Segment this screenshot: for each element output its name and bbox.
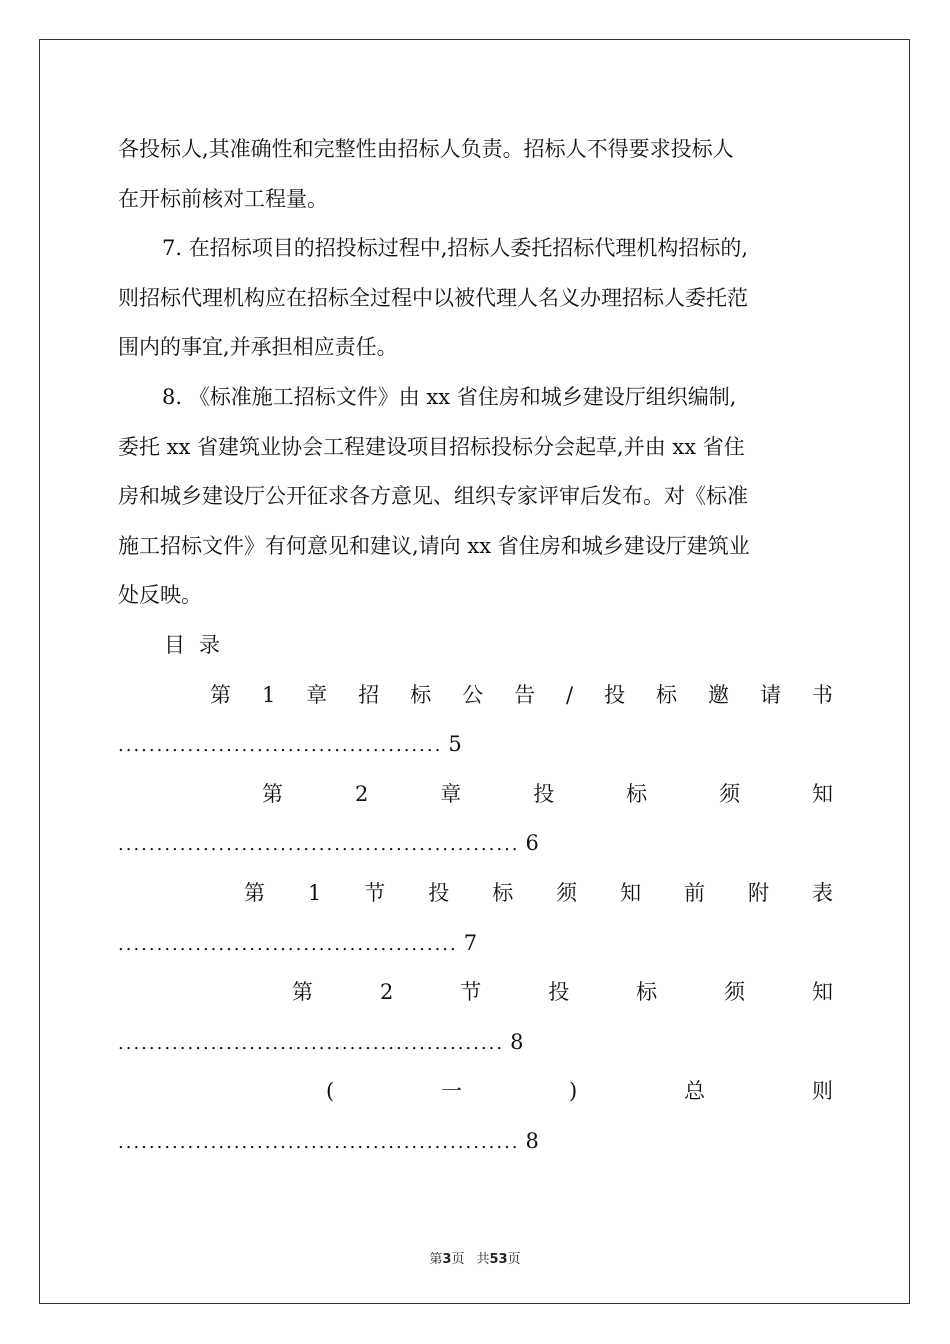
footer-current-page: 3 bbox=[442, 1252, 452, 1267]
toc-token: 须 bbox=[724, 980, 746, 1005]
toc-token: 标 bbox=[410, 682, 432, 707]
toc-entry-heading bbox=[118, 968, 833, 1018]
footer-page-suffix: 页 bbox=[451, 1252, 465, 1267]
footer-prefix: 第 bbox=[429, 1252, 443, 1267]
paragraph-line: 8. 《标准施工招标文件》由 xx 省住房和城乡建设厅组织编制, bbox=[162, 384, 737, 409]
toc-token: 知 bbox=[812, 781, 833, 806]
toc-entry-heading bbox=[118, 869, 833, 919]
toc-token: 总 bbox=[684, 1079, 706, 1104]
toc-token: ( bbox=[326, 1079, 335, 1104]
toc-token: 请 bbox=[759, 682, 781, 707]
toc-token: 1 bbox=[307, 880, 322, 905]
toc-entry-heading bbox=[118, 671, 833, 721]
toc-token: 投 bbox=[428, 880, 450, 905]
toc-token: 投 bbox=[548, 980, 570, 1005]
dot-leader: .................................................... bbox=[118, 834, 520, 856]
toc-token: 则 bbox=[811, 1079, 833, 1104]
toc-leader bbox=[118, 1018, 833, 1068]
toc-token: 2 bbox=[379, 980, 394, 1005]
toc-token: 标 bbox=[626, 781, 648, 806]
toc-token: 书 bbox=[811, 682, 833, 707]
paragraph-line: 处反映。 bbox=[118, 583, 202, 608]
toc-leader bbox=[118, 819, 833, 869]
footer-total-prefix: 共 bbox=[476, 1252, 490, 1267]
toc-token: 标 bbox=[492, 880, 514, 905]
toc-token: 第 bbox=[210, 682, 231, 707]
toc-token: 须 bbox=[719, 781, 741, 806]
toc-token: / bbox=[566, 682, 574, 707]
toc-token: 节 bbox=[460, 980, 482, 1005]
dot-leader: ............................................ bbox=[118, 933, 458, 955]
toc-token: 邀 bbox=[707, 682, 729, 707]
toc-page-number: 7 bbox=[463, 930, 478, 955]
dot-leader: .................................................. bbox=[118, 1032, 505, 1054]
toc-token: 第 bbox=[292, 980, 313, 1005]
toc-token: 公 bbox=[462, 682, 484, 707]
toc-token: ) bbox=[568, 1079, 578, 1104]
toc-page-number: 5 bbox=[448, 732, 462, 757]
paragraph-line: 各投标人,其准确性和完整性由招标人负责。招标人不得要求投标人 bbox=[118, 137, 734, 161]
toc-token: 知 bbox=[620, 880, 642, 905]
footer-total-suffix: 页 bbox=[507, 1252, 521, 1267]
toc-token: 投 bbox=[533, 781, 555, 806]
toc-token: 标 bbox=[636, 980, 658, 1005]
toc-token: 第 bbox=[262, 781, 283, 806]
footer-total-pages: 53 bbox=[489, 1252, 508, 1267]
paragraph-line: 7. 在招标项目的招投标过程中,招标人委托招标代理机构招标的, bbox=[162, 236, 749, 261]
toc-token: 招 bbox=[358, 682, 380, 707]
toc-token: 第 bbox=[244, 880, 265, 905]
toc-entry-heading bbox=[118, 1067, 833, 1117]
toc-page-number: 8 bbox=[525, 1128, 539, 1153]
toc-token: 标 bbox=[656, 682, 678, 707]
toc-page-number: 6 bbox=[525, 831, 539, 856]
toc-leader bbox=[118, 1117, 833, 1167]
toc-leader bbox=[118, 720, 833, 770]
toc-token: 附 bbox=[748, 880, 769, 905]
paragraph-line: 则招标代理机构应在招标全过程中以被代理人名义办理招标人委托范 bbox=[118, 285, 748, 310]
toc-token: 章 bbox=[440, 781, 462, 806]
toc-token: 表 bbox=[811, 880, 833, 905]
toc-token: 章 bbox=[306, 682, 328, 707]
page-footer bbox=[0, 1248, 950, 1267]
toc-token: 前 bbox=[684, 880, 706, 905]
paragraph-line: 围内的事宜,并承担相应责任。 bbox=[118, 335, 398, 360]
toc-leader bbox=[118, 919, 833, 969]
toc-token: 须 bbox=[556, 880, 578, 905]
document-body bbox=[118, 125, 833, 1166]
toc-page-number: 8 bbox=[510, 1029, 524, 1054]
toc-token: 1 bbox=[261, 682, 276, 707]
toc-token: 投 bbox=[604, 682, 626, 707]
toc-token: 节 bbox=[364, 880, 386, 905]
toc-token: 知 bbox=[812, 980, 833, 1005]
paragraph-line: 委托 xx 省建筑业协会工程建设项目招标投标分会起草,并由 xx 省住 bbox=[118, 434, 745, 459]
dot-leader: .......................................... bbox=[118, 735, 443, 757]
paragraph-line: 施工招标文件》有何意见和建议,请向 xx 省住房和城乡建设厅建筑业 bbox=[118, 533, 750, 558]
toc-token: 告 bbox=[514, 682, 536, 707]
toc-entry-heading bbox=[118, 770, 833, 820]
toc-token: 2 bbox=[354, 781, 369, 806]
dot-leader: .................................................... bbox=[118, 1131, 520, 1153]
toc-title: 目录 bbox=[164, 632, 234, 657]
toc-token: 一 bbox=[441, 1079, 463, 1104]
paragraph-line: 房和城乡建设厅公开征求各方意见、组织专家评审后发布。对《标准 bbox=[118, 484, 748, 509]
paragraph-line: 在开标前核对工程量。 bbox=[118, 186, 328, 211]
